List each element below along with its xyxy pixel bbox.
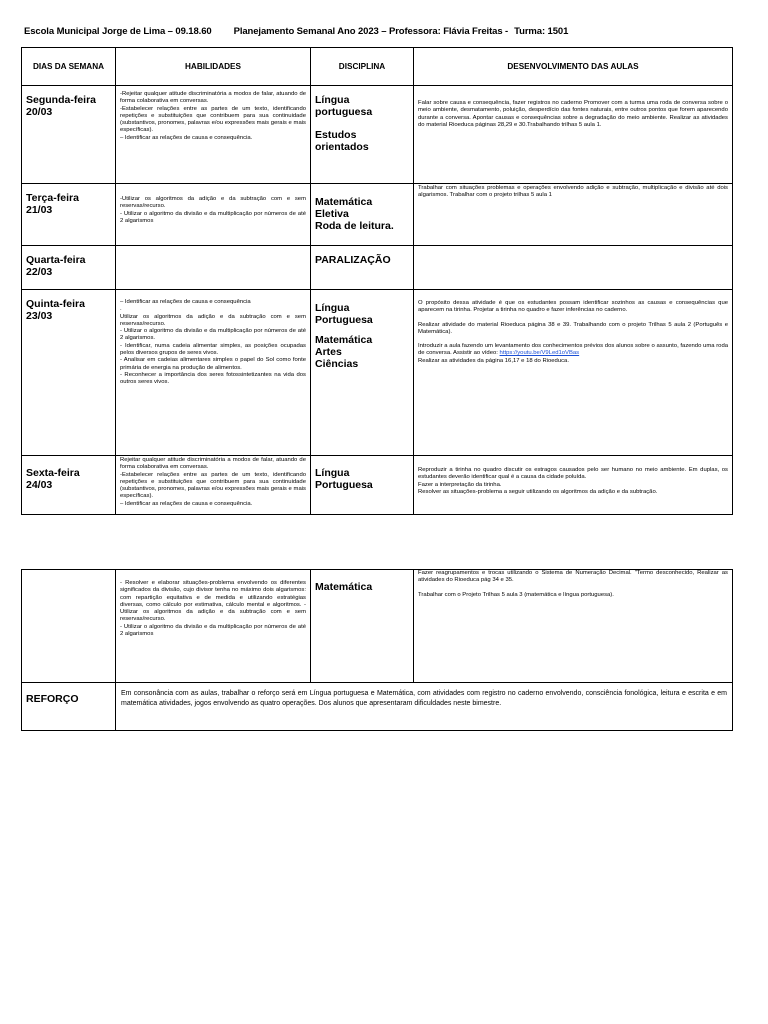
skill-item: - Reconhecer a importância dos seres fotossintetizantes na vida dos outros seres vivos.: [120, 371, 306, 386]
development-cell: [414, 456, 733, 515]
day-date: 24/03: [26, 479, 53, 491]
table-row: [22, 86, 733, 184]
day-name: Terça-feira: [26, 192, 79, 204]
table-row: [22, 290, 733, 456]
skills-cell: [116, 184, 311, 246]
skill-item: – Identificar as relações de causa e consequência.: [120, 500, 253, 507]
day-cell: [22, 86, 116, 184]
skill-item: -Estabelecer relações entre as partes de um texto, identificando repetições e substituições que contribuem para sua continuidade (substantivos, pronomes, palavras e/ou expressões mais gerais e mais específicas).: [120, 471, 306, 500]
subject-item: Roda de leitura.: [315, 220, 394, 232]
skill-item: -Utilizar os algoritmos da adição e da subtração com e sem reservas/recurso.: [120, 196, 306, 210]
skill-item: Utilizar os algoritmos da adição e da subtração com e sem reservas/recurso.: [120, 313, 306, 327]
development-text: Resolver as situações-problema a seguir utilizando os algoritmos da adição e da subtração.: [418, 488, 658, 495]
col-header-development: DESENVOLVIMENTO DAS AULAS: [414, 48, 733, 86]
subject-item: Matemática: [315, 196, 373, 208]
subject-cell: [311, 184, 414, 246]
day-cell: [22, 290, 116, 456]
day-date: 21/03: [26, 204, 53, 216]
skills-cell: [116, 290, 311, 456]
subject-item: Língua: [315, 467, 350, 479]
skill-item: – Identificar as relações de causa e consequência: [120, 299, 251, 305]
skill-item: -Estabelecer relações entre as partes de um texto, identificando repetições e substituições que contribuem para sua continuidade (substantivos, pronomes, palavras e/ou expressões mais gerais e mais específicas).: [120, 105, 306, 134]
day-cell: [22, 570, 116, 683]
table-header-row: [22, 48, 733, 86]
development-text: Trabalhar com o Projeto Trilhas 5 aula 3 (matemática e língua portuguesa).: [418, 591, 614, 598]
school-name: Escola Municipal Jorge de Lima – 09.18.60: [24, 26, 212, 37]
day-name: Segunda-feira: [26, 94, 97, 106]
skills-cell: [116, 86, 311, 184]
day-date: 23/03: [26, 310, 53, 322]
skill-item: .: [120, 306, 122, 313]
day-name: Quarta-feira: [26, 254, 86, 266]
subject-item: Matemática: [315, 581, 373, 593]
table-row: [22, 184, 733, 246]
skills-cell: [116, 246, 311, 290]
development-text: Reproduzir a tirinha no quadro discutir os estragos causados pelo ser humano no meio ambiente. Em duplas, os estudantes deverão identificar qual é a causa da cidade poluída.: [418, 467, 728, 481]
skill-item: Rejeitar qualquer atitude discriminatória a modos de falar, atuando de forma colaborativa em conversas.: [120, 457, 306, 471]
subject-cell: [311, 246, 414, 290]
development-cell: [414, 246, 733, 290]
col-header-subject: DISCIPLINA: [311, 48, 414, 86]
day-date: 20/03: [26, 106, 53, 118]
video-link[interactable]: https://youtu.be/V9Led1oVBas: [499, 350, 580, 357]
skill-item: – Identificar as relações de causa e consequência.: [120, 134, 253, 141]
table-row: [22, 570, 733, 683]
skill-item: - Utilizar o algoritmo da divisão e da multiplicação por números de até 2 algarismos: [120, 210, 306, 224]
subject-item: Estudos: [315, 129, 357, 141]
col-header-days: DIAS DA SEMANA: [22, 48, 116, 86]
day-cell: [22, 184, 116, 246]
skills-cell: [116, 456, 311, 515]
skill-item: - Utilizar o algoritmo da divisão e da multiplicação por números de até 2 algarismos.: [120, 328, 306, 342]
day-cell: [22, 246, 116, 290]
subject-cell: [311, 86, 414, 184]
skill-item: - Identificar, numa cadeia alimentar simples, as posições ocupadas pelos diversos grupos de seres vivos.: [120, 342, 306, 357]
subject-item: portuguesa: [315, 106, 373, 118]
subject-item: Eletiva: [315, 208, 349, 220]
subject-cell: [311, 290, 414, 456]
reforco-text: Em consonância com as aulas, trabalhar o reforço será em Língua portuguesa e Matemática, com atividades com registro no caderno envolvendo, consciência fonológica, leitura e escrita e em matemática atividades, jogos envolvendo as quatro operações. Dos alunos que apresentaram dificuldades neste bimestre.: [116, 683, 733, 731]
development-text: Falar sobre causa e consequência, fazer registros no caderno Promover com a turma uma roda de conversa sobre o meio ambiente, desmatamento, poluição, desperdício das fontes naturais, entre outros pontos que forem aparecendo durante a conversa. Apontar causas e consequências sobre a degradação do meio ambiente. Realizar as atividades do material Rioeduca páginas 28,29 e 30.Trabalhando trilhas 5 aula 1.: [418, 100, 728, 128]
development-cell: [414, 570, 733, 683]
development-text: Introduzir a aula fazendo um levantamento dos conhecimentos prévios dos alunos sobre o assunto, fazendo uma roda de conversa. Assistir ao vídeo: https://youtu.be/V9Led1oVBas: [418, 343, 728, 357]
subject-item: Matemática: [315, 334, 373, 346]
day-name: Sexta-feira: [26, 467, 80, 479]
development-text: Realizar as atividades da página 16,17 e 18 do Rioeduca.: [418, 357, 569, 364]
table-row: [22, 246, 733, 290]
weekly-plan-table: [21, 47, 733, 515]
development-cell: [414, 290, 733, 456]
plan-title: Planejamento Semanal Ano 2023 – Professora: Flávia Freitas -: [233, 26, 509, 37]
subject-item: Língua: [315, 302, 350, 314]
reforco-row: [22, 683, 733, 731]
skill-item: - Resolver e elaborar situações-problema envolvendo os diferentes significados da divisão, cujo divisor tenha no máximo dois algarismos: com repartição equitativa e de medida e utilizando estratégias diversas, como cálculo por estimativa, cálculo mental e algoritmos. -Utilizar os algoritmos da adição e da subtração com e sem reservas/recurso.: [120, 580, 306, 623]
development-cell: [414, 184, 733, 246]
skill-item: - Utilizar o algoritmo da divisão e da multiplicação por números de até 2 algarismos: [120, 623, 306, 638]
subject-item: Portuguesa: [315, 314, 373, 326]
weekly-plan-table-continued: [21, 569, 733, 731]
document-header: [24, 26, 568, 37]
col-header-skills: HABILIDADES: [116, 48, 311, 86]
skill-item: - Analisar em cadeias alimentares simples o papel do Sol como fonte primária de energia na produção de alimentos.: [120, 357, 306, 371]
skill-item: -Rejeitar qualquer atitude discriminatória a modos de falar, atuando de forma colaborativa em conversas.: [120, 91, 306, 105]
day-name: Quinta-feira: [26, 298, 85, 310]
subject-item: PARALIZAÇÃO: [315, 254, 391, 266]
development-text: O propósito dessa atividade é que os estudantes possam identificar sozinhos as causas e consequências que aparecem na tirinha. Projetar a tirinha no quadro e fazer inferências no caderno.: [418, 300, 728, 314]
class-label: Turma: 1501: [514, 26, 569, 37]
development-text: Trabalhar com situações problemas e operações envolvendo adição e subtração, multiplicação e divisão até dois algarismos. Trabalhar com o projeto trilhas 5 aula 1: [418, 185, 728, 199]
day-date: 22/03: [26, 266, 53, 278]
reforco-label: REFORÇO: [22, 683, 116, 731]
skills-cell: [116, 570, 311, 683]
subject-cell: [311, 570, 414, 683]
subject-item: Língua: [315, 94, 350, 106]
subject-item: Ciências: [315, 358, 359, 370]
development-text: Realizar atividade do material Rioeduca página 38 e 39. Trabalhando com o projeto Trilhas 5 aula 2 (Português e Matemática).: [418, 321, 728, 335]
subject-item: orientados: [315, 141, 369, 153]
development-text: Fazer reagrupamentos e trocas utilizando o Sistema de Numeração Decimal. "Termo desconhecido, Realizar as atividades do Rioeduca pág 34 e 35.: [418, 570, 728, 584]
subject-item: Artes: [315, 346, 342, 358]
development-text: Fazer a interpretação da tirinha.: [418, 481, 502, 488]
day-cell: [22, 456, 116, 515]
subject-cell: [311, 456, 414, 515]
table-row: [22, 456, 733, 515]
development-cell: [414, 86, 733, 184]
subject-item: Portuguesa: [315, 479, 373, 491]
